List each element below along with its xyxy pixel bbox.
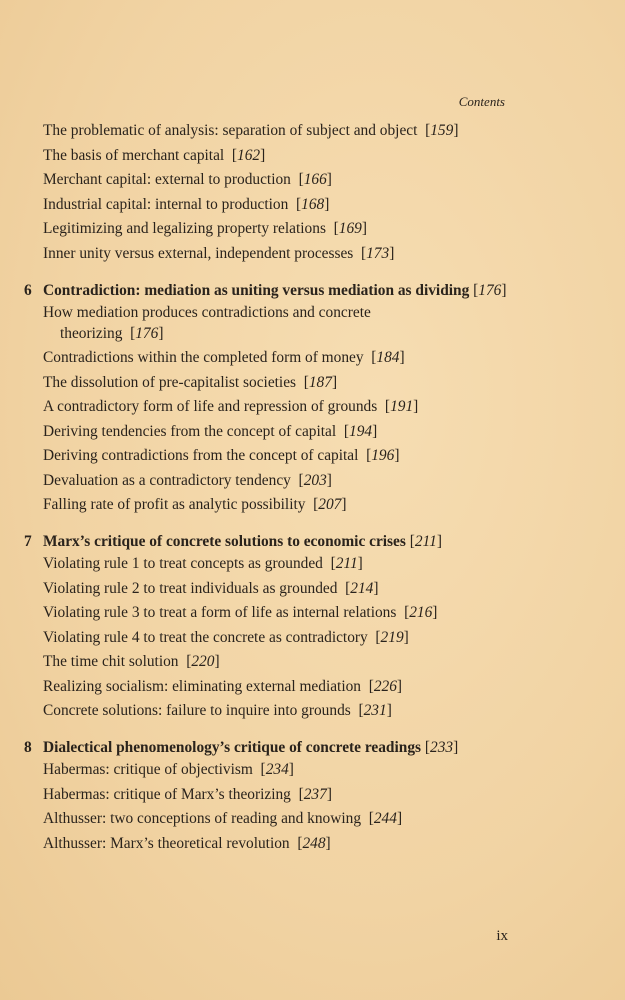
entry-page-ref: [231]	[350, 702, 392, 719]
entry-title: The time chit solution	[43, 653, 179, 670]
chapter-page-ref: [233]	[421, 739, 459, 756]
entry-title: Violating rule 4 to treat the concrete as contradictory	[43, 628, 368, 646]
page-number-ref: 211	[414, 533, 437, 550]
entry-title: Contradictions within the completed form of money	[43, 349, 364, 366]
page-number-ref: 233	[430, 739, 454, 756]
page-number-ref: 162	[237, 146, 261, 164]
chapter-page-ref: [176]	[469, 281, 507, 299]
chapter-number: 8	[24, 739, 32, 756]
entry-title: Devaluation as a contradictory tendency	[43, 471, 291, 489]
entry-page-ref: [234]	[252, 761, 294, 778]
toc-entry	[0, 833, 625, 854]
page-number-ref: 196	[371, 447, 395, 464]
toc-entry	[0, 194, 625, 215]
entry-page-ref: [184]	[363, 349, 405, 366]
entry-page-ref: [248]	[289, 834, 331, 852]
page-number: ix	[496, 928, 508, 944]
toc-entry	[0, 347, 625, 368]
page-number-ref: 194	[349, 422, 373, 440]
toc-entry	[0, 169, 625, 190]
entry-title: Deriving contradictions from the concept of capital	[43, 447, 359, 464]
entry-page-ref: [176]	[122, 324, 164, 342]
entry-page-ref: [237]	[290, 785, 332, 803]
entry-page-ref: [203]	[290, 471, 332, 489]
entry-title: Violating rule 2 to treat individuals as grounded	[43, 579, 338, 597]
table-of-contents	[0, 120, 625, 870]
toc-entry	[0, 302, 625, 344]
page-number-ref: 176	[478, 281, 502, 299]
page-number-ref: 211	[335, 555, 358, 572]
entry-title: Realizing socialism: eliminating external mediation	[43, 677, 361, 695]
entry-page-ref: [219]	[367, 628, 409, 646]
entry-title: Falling rate of profit as analytic possibility	[43, 496, 306, 513]
chapter-heading	[0, 737, 625, 758]
entry-page-ref: [194]	[336, 422, 378, 440]
toc-entry	[0, 372, 625, 393]
page-number-ref: 168	[301, 195, 325, 213]
toc-entry	[0, 243, 625, 264]
toc-entry	[0, 145, 625, 166]
chapter-heading	[0, 280, 625, 301]
toc-entry	[0, 445, 625, 466]
entry-title: Violating rule 3 to treat a form of life as internal relations	[43, 604, 397, 621]
toc-group	[0, 531, 625, 721]
chapter-number: 6	[24, 281, 32, 299]
page-number-ref: 226	[373, 677, 397, 695]
chapter-title: Marx’s critique of concrete solutions to economic crises	[43, 533, 406, 550]
page-number-ref: 248	[302, 834, 326, 852]
page-number-ref: 166	[303, 171, 327, 188]
toc-entry	[0, 759, 625, 780]
entry-page-ref: [169]	[325, 220, 367, 237]
entry-page-ref: [173]	[353, 244, 395, 262]
entry-page-ref: [226]	[361, 677, 403, 695]
entry-title: The dissolution of pre-capitalist societies	[43, 373, 297, 391]
entry-page-ref: [168]	[288, 195, 330, 213]
toc-entry	[0, 676, 625, 697]
toc-group	[0, 280, 625, 516]
chapter-title: Dialectical phenomenology’s critique of concrete readings	[43, 739, 422, 756]
chapter-title: Contradiction: mediation as uniting versus mediation as dividing	[43, 281, 470, 299]
running-head: Contents	[458, 94, 505, 109]
page-number-ref: 219	[380, 628, 404, 646]
entry-title: Concrete solutions: failure to inquire into grounds	[43, 702, 351, 719]
toc-group	[0, 737, 625, 854]
page-number-ref: 169	[338, 220, 362, 237]
entry-page-ref: [214]	[337, 579, 379, 597]
toc-entry	[0, 651, 625, 672]
toc-group	[0, 120, 625, 264]
page-number-ref: 173	[366, 244, 390, 262]
entry-page-ref: [211]	[322, 555, 363, 572]
toc-entry	[0, 218, 625, 239]
entry-page-ref: [159]	[417, 122, 459, 139]
page-number-ref: 203	[303, 471, 327, 489]
page-number-ref: 237	[303, 785, 327, 803]
entry-page-ref: [187]	[296, 373, 338, 391]
toc-entry	[0, 553, 625, 574]
toc-entry	[0, 578, 625, 599]
page-number-ref: 216	[409, 604, 433, 621]
entry-title: Legitimizing and legalizing property relations	[43, 220, 326, 237]
chapter-page-ref: [211]	[405, 533, 442, 550]
page-number-ref: 234	[265, 761, 289, 778]
entry-title: Merchant capital: external to production	[43, 171, 291, 188]
page-number-ref: 214	[350, 579, 374, 597]
page-number-ref: 176	[135, 324, 159, 342]
toc-entry	[0, 120, 625, 141]
entry-title: Althusser: two conceptions of reading and knowing	[43, 810, 362, 827]
entry-title: Habermas: critique of objectivism	[43, 761, 253, 778]
toc-entry	[0, 784, 625, 805]
entry-title: Inner unity versus external, independent processes	[43, 244, 354, 262]
entry-title: How mediation produces contradictions and concrete theorizing	[43, 303, 371, 342]
toc-entry	[0, 602, 625, 623]
chapter-heading	[0, 531, 625, 552]
toc-entry	[0, 627, 625, 648]
entry-page-ref: [220]	[178, 653, 220, 670]
page-number-ref: 207	[318, 496, 342, 513]
entry-title: Althusser: Marx’s theoretical revolution	[43, 834, 290, 852]
toc-entry	[0, 396, 625, 417]
entry-title: Deriving tendencies from the concept of capital	[43, 422, 337, 440]
toc-entry	[0, 700, 625, 721]
page-number-ref: 187	[308, 373, 332, 391]
entry-page-ref: [244]	[361, 810, 403, 827]
entry-page-ref: [166]	[290, 171, 332, 188]
page-number-ref: 220	[191, 653, 215, 670]
entry-title: A contradictory form of life and repression of grounds	[43, 398, 378, 415]
toc-entry	[0, 421, 625, 442]
chapter-number: 7	[24, 533, 32, 550]
page-number-ref: 184	[376, 349, 400, 366]
entry-title: Industrial capital: internal to production	[43, 195, 289, 213]
entry-page-ref: [207]	[305, 496, 347, 513]
entry-title: The problematic of analysis: separation of subject and object	[43, 122, 418, 139]
toc-entry	[0, 494, 625, 515]
page-number-ref: 159	[430, 122, 454, 139]
entry-page-ref: [191]	[377, 398, 419, 415]
entry-page-ref: [196]	[358, 447, 400, 464]
toc-entry	[0, 808, 625, 829]
entry-page-ref: [216]	[396, 604, 438, 621]
page-number-ref: 191	[390, 398, 414, 415]
page-number-ref: 231	[363, 702, 387, 719]
entry-title: Violating rule 1 to treat concepts as grounded	[43, 555, 323, 572]
entry-title: The basis of merchant capital	[43, 146, 225, 164]
page-number-ref: 244	[373, 810, 397, 827]
entry-title: Habermas: critique of Marx’s theorizing	[43, 785, 291, 803]
toc-entry	[0, 470, 625, 491]
entry-page-ref: [162]	[224, 146, 266, 164]
